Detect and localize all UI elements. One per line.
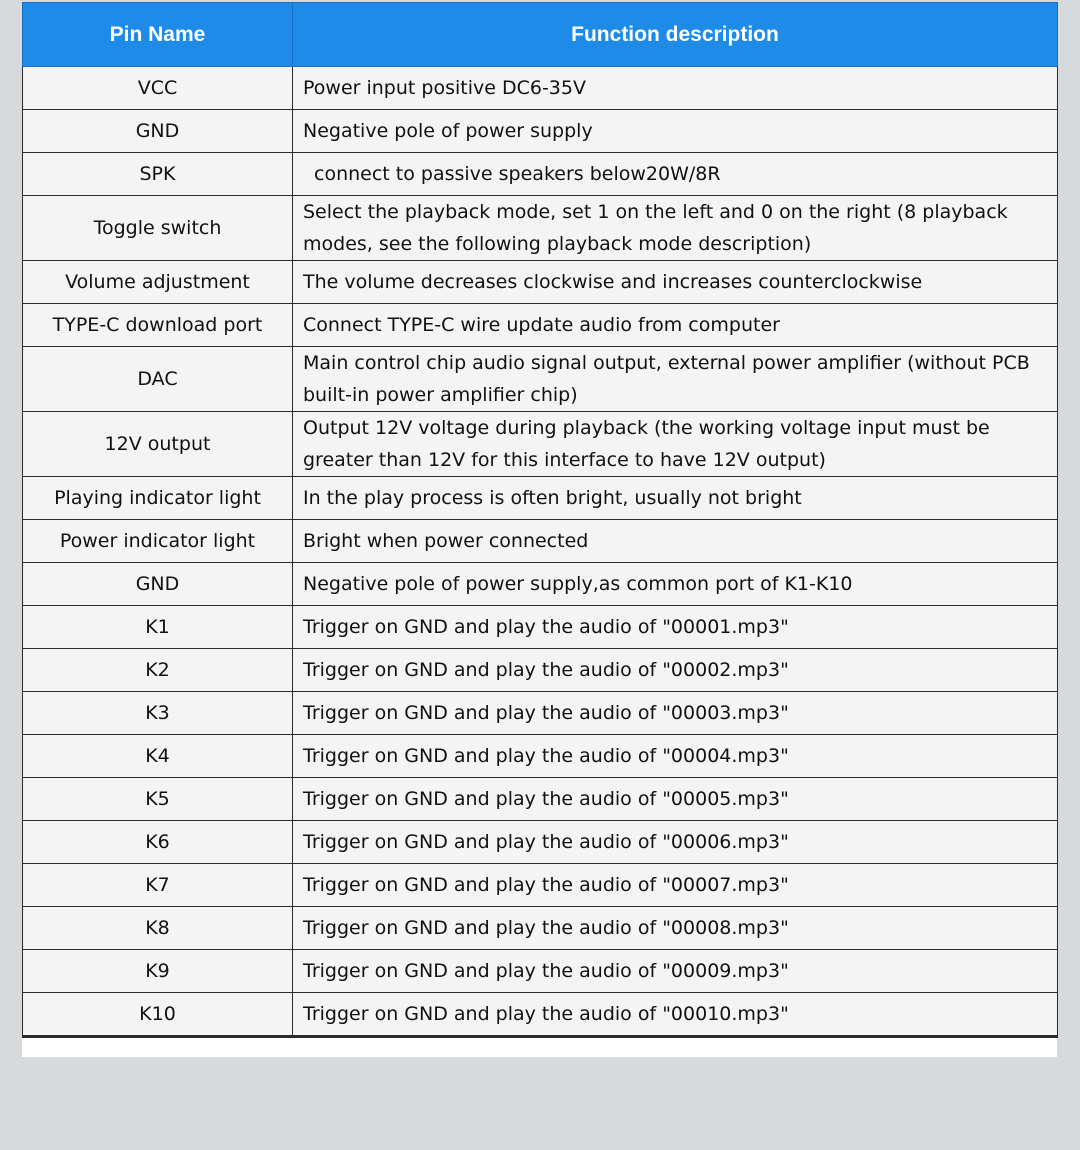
pin-name-cell: K6 (23, 821, 293, 864)
pin-name-cell: K1 (23, 606, 293, 649)
description-cell: Trigger on GND and play the audio of "00005.mp3" (293, 778, 1058, 821)
description-cell: Trigger on GND and play the audio of "00007.mp3" (293, 864, 1058, 907)
table-row (23, 864, 1058, 907)
description-cell: Connect TYPE-C wire update audio from computer (293, 304, 1058, 347)
pin-name-cell: DAC (23, 347, 293, 412)
description-cell: Output 12V voltage during playback (the working voltage input must be greater than 12V for this interface to have 12V output) (293, 412, 1058, 477)
table-row (23, 950, 1058, 993)
pin-name-cell: K2 (23, 649, 293, 692)
description-cell: Bright when power connected (293, 520, 1058, 563)
table-row (23, 110, 1058, 153)
table-row (23, 67, 1058, 110)
table-row (23, 563, 1058, 606)
pin-name-cell: K5 (23, 778, 293, 821)
header-row (23, 3, 1058, 67)
pin-name-cell: SPK (23, 153, 293, 196)
description-cell: Trigger on GND and play the audio of "00008.mp3" (293, 907, 1058, 950)
header-pin-name: Pin Name (23, 3, 293, 67)
pin-name-cell: K8 (23, 907, 293, 950)
pin-name-cell: K3 (23, 692, 293, 735)
description-cell: Trigger on GND and play the audio of "00003.mp3" (293, 692, 1058, 735)
table-row (23, 606, 1058, 649)
header-function-description: Function description (293, 3, 1058, 67)
pin-name-cell: GND (23, 563, 293, 606)
pin-name-cell: 12V output (23, 412, 293, 477)
description-cell: Trigger on GND and play the audio of "00001.mp3" (293, 606, 1058, 649)
pin-name-cell: K9 (23, 950, 293, 993)
description-cell: connect to passive speakers below20W/8R (293, 153, 1058, 196)
pin-function-table (22, 2, 1058, 1038)
pin-name-cell: Toggle switch (23, 196, 293, 261)
table-header (23, 3, 1058, 67)
table-body (23, 67, 1058, 1037)
pin-name-cell: TYPE-C download port (23, 304, 293, 347)
description-cell: Main control chip audio signal output, external power amplifier (without PCB built-in power amplifier chip) (293, 347, 1058, 412)
description-cell: The volume decreases clockwise and increases counterclockwise (293, 261, 1058, 304)
pin-name-cell: Power indicator light (23, 520, 293, 563)
pin-name-cell: K10 (23, 993, 293, 1037)
table-row (23, 261, 1058, 304)
table-row (23, 412, 1058, 477)
pin-name-cell: GND (23, 110, 293, 153)
description-cell: Trigger on GND and play the audio of "00006.mp3" (293, 821, 1058, 864)
table-row (23, 692, 1058, 735)
description-cell: Trigger on GND and play the audio of "00002.mp3" (293, 649, 1058, 692)
table-row (23, 649, 1058, 692)
table-row (23, 304, 1058, 347)
description-cell: Select the playback mode, set 1 on the left and 0 on the right (8 playback modes, see the following playback mode description) (293, 196, 1058, 261)
description-cell: Power input positive DC6-35V (293, 67, 1058, 110)
table-row (23, 778, 1058, 821)
pin-name-cell: K7 (23, 864, 293, 907)
description-cell: Trigger on GND and play the audio of "00009.mp3" (293, 950, 1058, 993)
pin-name-cell: Playing indicator light (23, 477, 293, 520)
table-row (23, 153, 1058, 196)
pin-name-cell: Volume adjustment (23, 261, 293, 304)
description-cell: Trigger on GND and play the audio of "00010.mp3" (293, 993, 1058, 1037)
table-row (23, 196, 1058, 261)
table-row (23, 520, 1058, 563)
description-cell: Negative pole of power supply (293, 110, 1058, 153)
description-cell: In the play process is often bright, usually not bright (293, 477, 1058, 520)
description-cell: Negative pole of power supply,as common port of K1-K10 (293, 563, 1058, 606)
pin-name-cell: K4 (23, 735, 293, 778)
description-cell: Trigger on GND and play the audio of "00004.mp3" (293, 735, 1058, 778)
table-row (23, 907, 1058, 950)
table-row (23, 993, 1058, 1037)
pin-name-cell: VCC (23, 67, 293, 110)
table-row (23, 821, 1058, 864)
table-row (23, 735, 1058, 778)
table-row (23, 347, 1058, 412)
table-row (23, 477, 1058, 520)
